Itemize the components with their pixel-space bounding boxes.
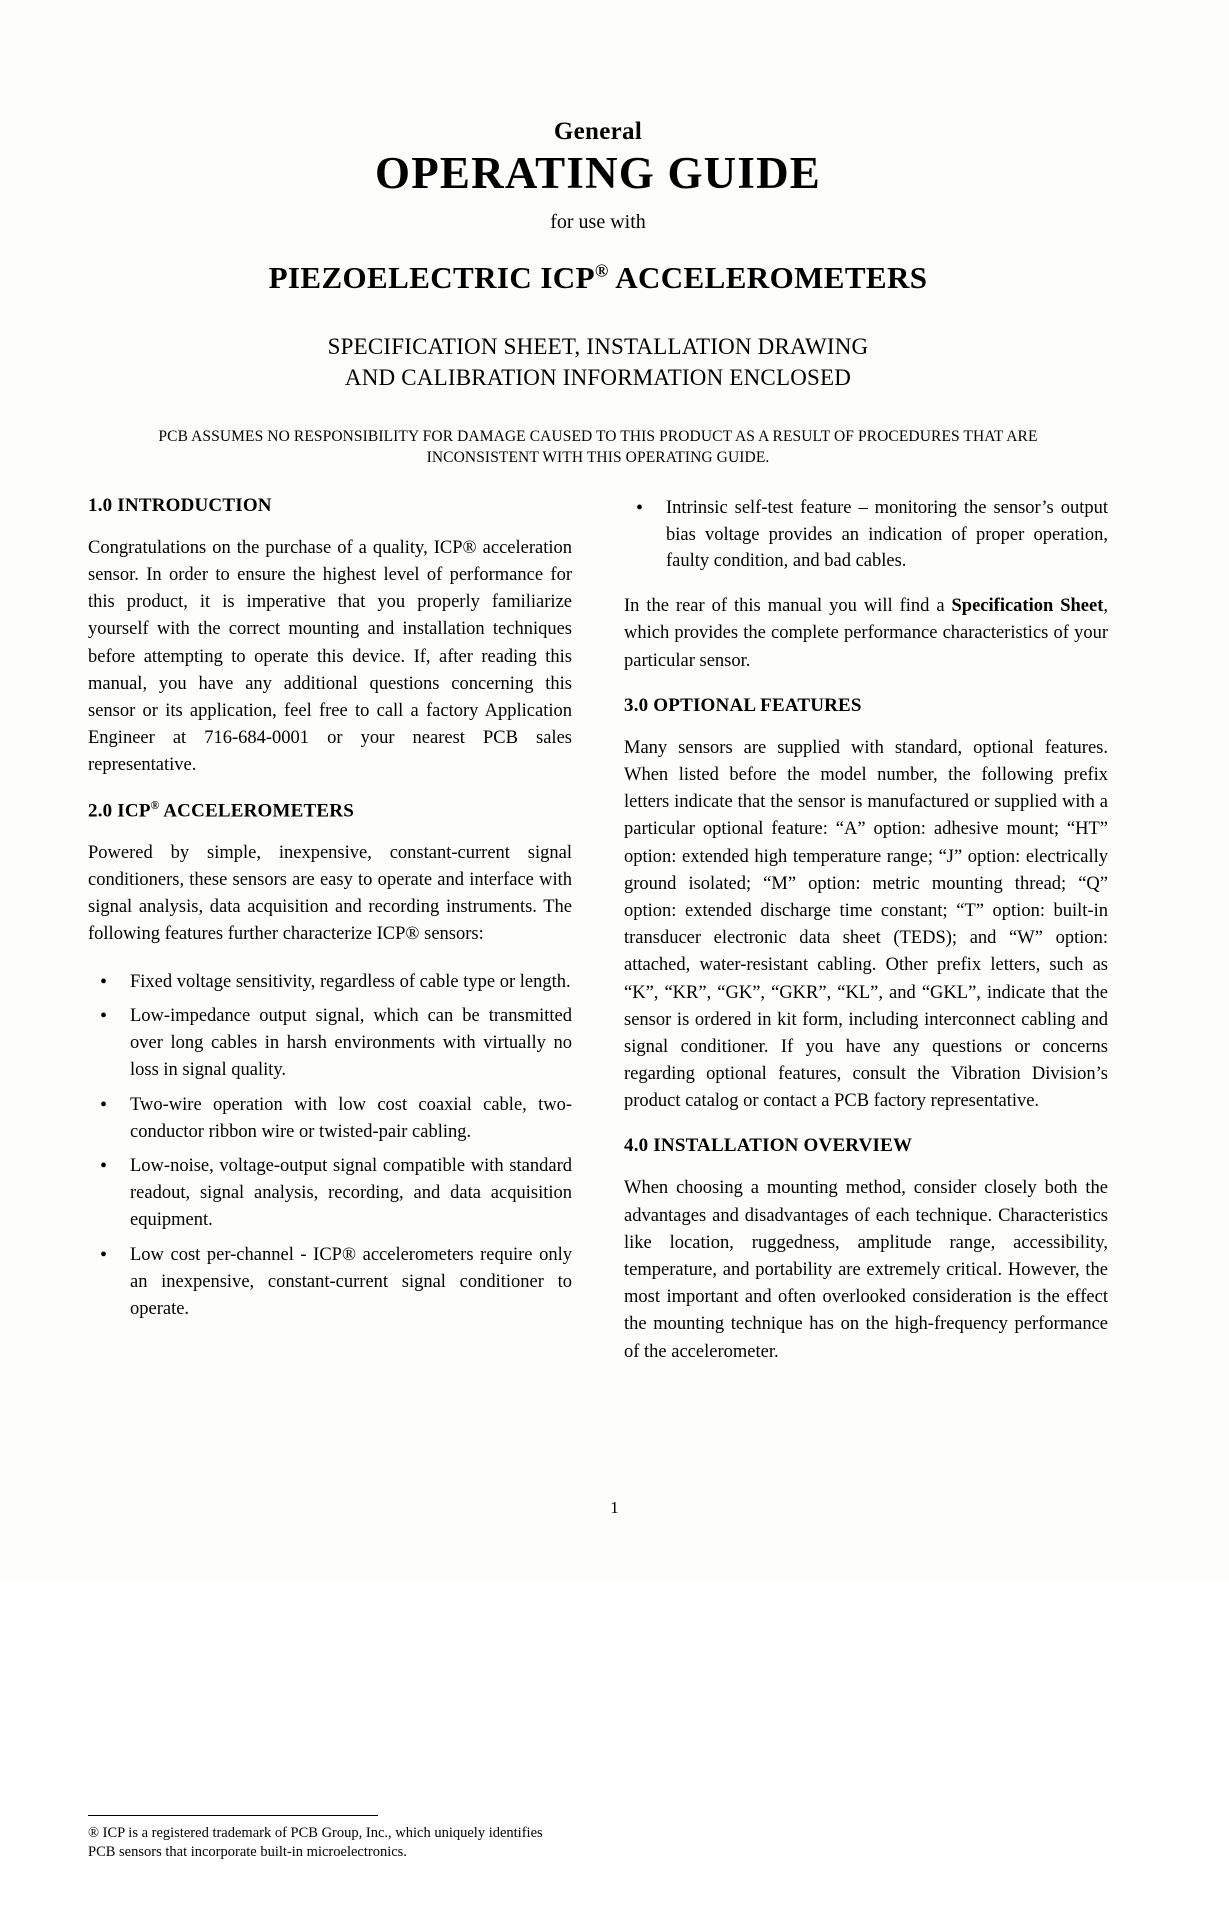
left-column: [88, 495, 572, 1915]
spec-sheet-text-pre: In the rear of this manual you will find a: [624, 596, 952, 617]
footnote-area: [88, 1805, 572, 1862]
list-item: • Low-impedance output signal, which can be transmitted over long cables in harsh environments with virtually no loss in signal quality.: [88, 1003, 572, 1083]
footnote-text: ® ICP is a registered trademark of PCB Group, Inc., which uniquely identifies PCB sensors that incorporate built-in microelectronics.: [88, 1824, 543, 1860]
page-number: 1: [610, 1498, 619, 1517]
paragraph-optional-features: Many sensors are supplied with standard, optional features. When listed before the model number, the following prefix letters indicate that the sensor is manufactured or supplied with a particular optional feature: “A” option: adhesive mount; “HT” option: extended high temperature range; “J” option: electrically ground isolated; “M” option: metric mounting thread; “Q” option: extended discharge time constant; “T” option: built-in transducer electronic data sheet (TEDS); and “W” option: attached, water-resistant cabling. Other prefix letters, such as “K”, “KR”, “GK”, “GKR”, “KL”, and “GKL”, indicate that the sensor is ordered in kit form, including interconnect cabling and signal conditioner. If you have any questions or concerns regarding optional features, consult the Vibration Division’s product catalog or contact a PCB factory representative.: [624, 737, 1108, 1112]
header-for-use-with: for use with: [550, 211, 646, 234]
feature-bullet-list-continued: [624, 495, 1108, 575]
list-item: • Two-wire operation with low cost coaxial cable, two-conductor ribbon wire or twisted-pair cabling.: [88, 1092, 572, 1146]
two-column-body: [88, 495, 1108, 1915]
heading-introduction: 1.0 INTRODUCTION: [88, 494, 272, 516]
page-title: OPERATING GUIDE: [375, 148, 821, 198]
heading-icp-post: ACCELEROMETERS: [159, 799, 354, 821]
list-item: • Low-noise, voltage-output signal compatible with standard readout, signal analysis, recording, and data acquisition equipment.: [88, 1153, 572, 1233]
header-enclosed-line-2: AND CALIBRATION INFORMATION ENCLOSED: [344, 364, 852, 390]
spec-sheet-text-post: , which provides the complete performance characteristics of your particular sensor.: [624, 596, 1109, 671]
paragraph-icp-accelerometers: Powered by simple, inexpensive, constant-current signal conditioners, these sensors are easy to operate and interface with signal analysis, data acquisition and recording instruments. The following features further characterize ICP® sensors:: [88, 842, 572, 945]
feature-bullet-list: [88, 969, 572, 1323]
registered-mark-icon: ®: [150, 799, 160, 812]
paragraph-installation-overview: When choosing a mounting method, consider closely both the advantages and disadvantages of each technique. Characteristics like location, ruggedness, amplitude range, accessibility, temperature, and portability are extremely critical. However, the most important and often overlooked consideration is the effect the mounting technique has on the high-frequency performance of the accelerometer.: [624, 1178, 1108, 1362]
footnote-divider: [88, 1815, 378, 1816]
heading-icp-pre: 2.0 ICP: [88, 799, 151, 821]
product-name-pre: PIEZOELECTRIC ICP: [268, 260, 595, 296]
list-item: • Low cost per-channel - ICP® accelerometers require only an inexpensive, constant-current signal conditioner to operate.: [88, 1242, 572, 1322]
heading-icp-accelerometers: [88, 800, 572, 822]
header-enclosed-note: [88, 332, 1108, 393]
heading-installation-overview: 4.0 INSTALLATION OVERVIEW: [624, 1135, 913, 1157]
list-item: • Intrinsic self-test feature – monitoring the sensor’s output bias voltage provides an indication of proper operation, faulty condition, and bad cables.: [624, 495, 1108, 575]
header-general: General: [553, 118, 643, 145]
right-column: [624, 495, 1108, 1915]
heading-optional-features: 3.0 OPTIONAL FEATURES: [624, 694, 862, 716]
responsibility-disclaimer: PCB ASSUMES NO RESPONSIBILITY FOR DAMAGE CAUSED TO THIS PRODUCT AS A RESULT OF PROCEDURES THAT ARE INCONSISTENT WITH THIS OPERATING GUIDE.: [158, 427, 1038, 466]
paragraph-introduction: Congratulations on the purchase of a quality, ICP® acceleration sensor. In order to ensure the highest level of performance for this product, it is imperative that you properly familiarize yourself with the correct mounting and installation techniques before attempting to operate this device. If, after reading this manual, you have any additional questions concerning this sensor or its application, feel free to call a factory Application Engineer at 716-684-0001 or your nearest PCB sales representative.: [88, 537, 572, 776]
registered-mark-icon: ®: [594, 260, 609, 281]
page-content: [88, 118, 1108, 1915]
header-product-line: [88, 260, 1108, 296]
spec-sheet-emphasis: Specification Sheet: [951, 596, 1104, 617]
header-enclosed-line-1: SPECIFICATION SHEET, INSTALLATION DRAWING: [327, 334, 869, 360]
list-item: • Fixed voltage sensitivity, regardless of cable type or length.: [88, 969, 572, 996]
product-name-post: ACCELEROMETERS: [608, 260, 928, 296]
paragraph-specification-sheet: [624, 593, 1108, 675]
